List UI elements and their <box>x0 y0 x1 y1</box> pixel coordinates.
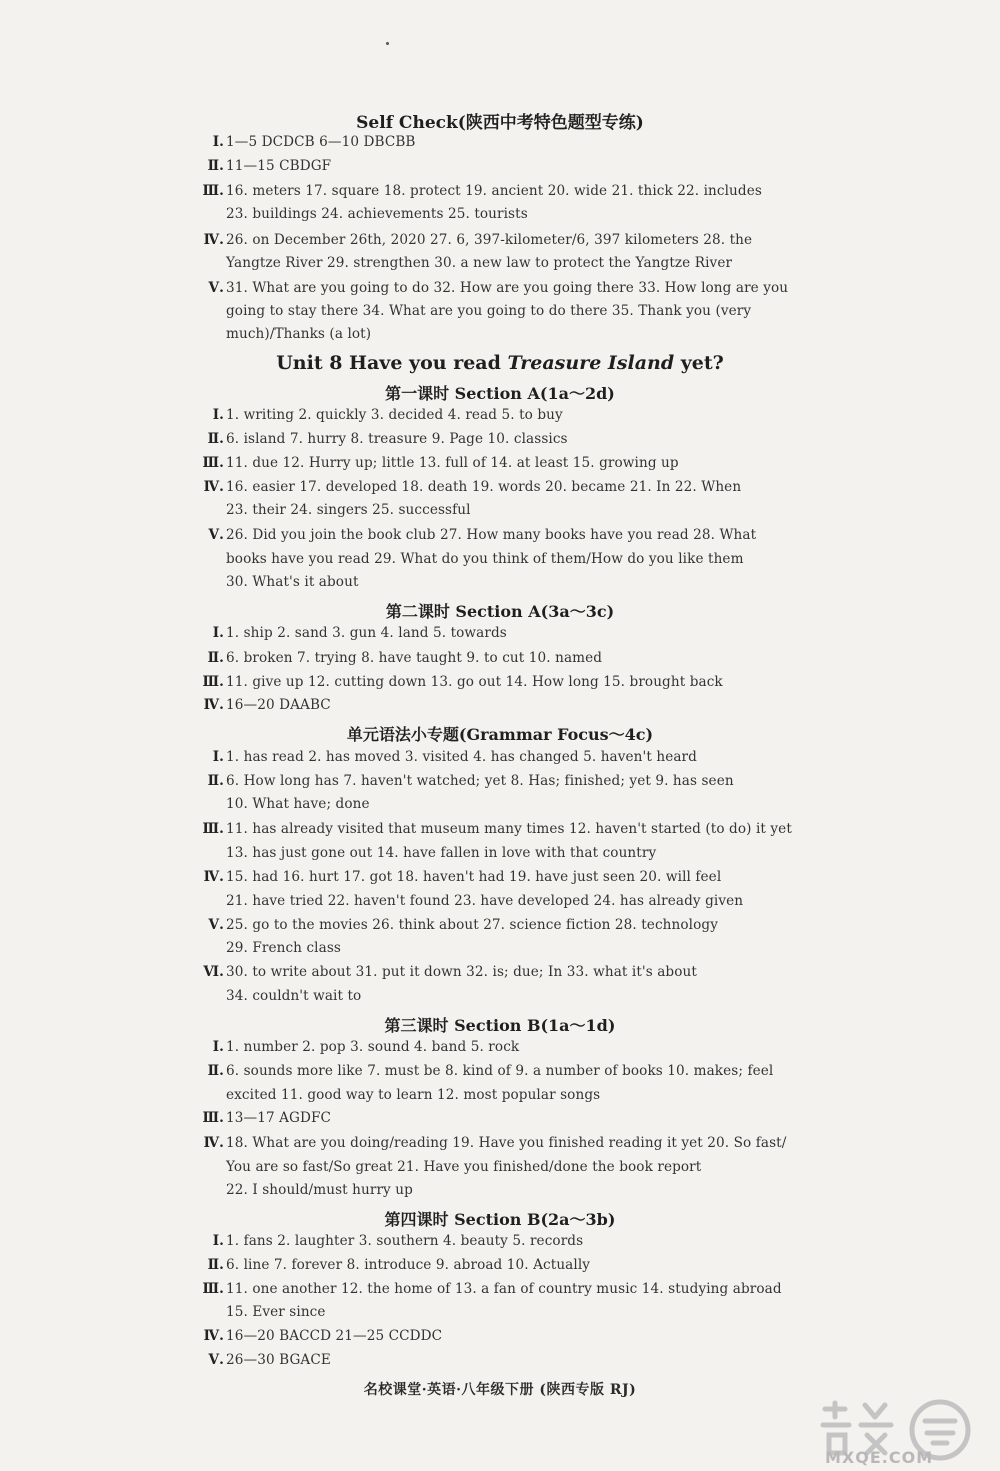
answer-line: Ⅳ. 16—20 BACCD 21—25 CCDDC <box>203 1328 443 1344</box>
answer-line: 30. What's it about <box>226 574 359 590</box>
answer-line: Ⅱ. 6. island 7. hurry 8. treasure 9. Page 10. classics <box>207 431 568 447</box>
answer-line: 29. French class <box>226 940 341 956</box>
answer-line: Ⅱ. 11—15 CBDGF <box>207 158 332 174</box>
section-title: 第二课时 Section A(3a～3c) <box>385 602 615 621</box>
answer-line: Ⅰ. 1. has read 2. has moved 3. visited 4. has changed 5. haven't heard <box>212 749 697 765</box>
answer-line: Ⅲ. 11. give up 12. cutting down 13. go out 14. How long 15. brought back <box>202 674 723 690</box>
answer-line: Ⅱ. 6. sounds more like 7. must be 8. kind of 9. a number of books 10. makes; feel <box>207 1063 774 1079</box>
answer-line: Ⅰ. 1. writing 2. quickly 3. decided 4. read 5. to buy <box>212 407 563 423</box>
speck-dot <box>386 42 389 45</box>
answer-line: 34. couldn't wait to <box>226 988 362 1004</box>
answer-line: Ⅰ. 1. number 2. pop 3. sound 4. band 5. rock <box>212 1039 520 1055</box>
answer-line: Ⅳ. 16. easier 17. developed 18. death 19. words 20. became 21. In 22. When <box>203 479 742 495</box>
answer-line: You are so fast/So great 21. Have you finished/done the book report <box>226 1159 702 1175</box>
answer-line: Ⅲ. 11. has already visited that museum many times 12. haven't started (to do) it yet <box>202 821 792 837</box>
answer-line: Ⅲ. 13—17 AGDFC <box>202 1110 332 1126</box>
answer-line: Ⅴ. 26. Did you join the book club 27. How many books have you read 28. What <box>208 527 757 543</box>
answer-line: Ⅲ. 11. due 12. Hurry up; little 13. full of 14. at least 15. growing up <box>202 455 679 471</box>
answer-line: Ⅲ. 11. one another 12. the home of 13. a fan of country music 14. studying abroad <box>202 1281 782 1297</box>
answer-line: Ⅲ. 16. meters 17. square 18. protect 19. ancient 20. wide 21. thick 22. includes <box>202 183 762 199</box>
answer-line: Ⅰ. 1—5 DCDCB 6—10 DBCBB <box>212 134 416 150</box>
answer-line: Ⅱ. 6. How long has 7. haven't watched; yet 8. Has; finished; yet 9. has seen <box>207 773 734 789</box>
answer-line: going to stay there 34. What are you going to do there 35. Thank you (very <box>226 303 752 319</box>
answer-line: Ⅴ. 31. What are you going to do 32. How are you going there 33. How long are you <box>208 280 789 296</box>
answer-line: much)/Thanks (a lot) <box>226 326 372 342</box>
answer-line: Ⅳ. 15. had 16. hurt 17. got 18. haven't had 19. have just seen 20. will feel <box>203 869 722 885</box>
answer-line: 22. I should/must hurry up <box>226 1182 413 1198</box>
answer-line: 21. have tried 22. haven't found 23. have developed 24. has already given <box>226 893 744 909</box>
answer-line: Yangtze River 29. strengthen 30. a new law to protect the Yangtze River <box>226 255 733 271</box>
answer-line: Ⅱ. 6. line 7. forever 8. introduce 9. abroad 10. Actually <box>207 1257 591 1273</box>
answer-line: Ⅴ. 25. go to the movies 26. think about 27. science fiction 28. technology <box>208 917 718 933</box>
answer-line: 15. Ever since <box>226 1304 326 1320</box>
answer-line: books have you read 29. What do you think of them/How do you like them <box>226 551 744 567</box>
answer-line: Ⅱ. 6. broken 7. trying 8. have taught 9. to cut 10. named <box>207 650 603 666</box>
watermark-text: MXQE.COM <box>825 1448 934 1467</box>
answer-line: Ⅵ. 30. to write about 31. put it down 32. is; due; In 33. what it's about <box>203 964 697 980</box>
page-footer: 名校课堂·英语·八年级下册 (陕西专版 RJ) <box>363 1382 637 1398</box>
answer-line: Ⅳ. 26. on December 26th, 2020 27. 6, 397-kilometer/6, 397 kilometers 28. the <box>203 232 753 248</box>
answer-line: Ⅰ. 1. ship 2. sand 3. gun 4. land 5. towards <box>212 625 507 641</box>
section-title: 第四课时 Section B(2a～3b) <box>384 1210 616 1229</box>
answer-line: excited 11. good way to learn 12. most popular songs <box>226 1087 601 1103</box>
answer-line: Ⅴ. 26—30 BGACE <box>208 1352 331 1368</box>
answer-line: 13. has just gone out 14. have fallen in love with that country <box>226 845 657 861</box>
section-title: 单元语法小专题(Grammar Focus～4c) <box>346 725 654 744</box>
self-check-title: Self Check(陕西中考特色题型专练) <box>356 113 644 133</box>
answer-line: Ⅰ. 1. fans 2. laughter 3. southern 4. beauty 5. records <box>212 1233 584 1249</box>
answer-line: 10. What have; done <box>226 796 370 812</box>
answer-line: 23. buildings 24. achievements 25. tourists <box>226 206 528 222</box>
answer-line: Ⅳ. 18. What are you doing/reading 19. Have you finished reading it yet 20. So fast/ <box>203 1135 787 1151</box>
unit-title: Unit 8 Have you read Treasure Island yet? <box>276 352 724 374</box>
answer-line: Ⅳ. 16—20 DAABC <box>203 697 331 713</box>
section-title: 第一课时 Section A(1a～2d) <box>385 384 615 403</box>
section-title: 第三课时 Section B(1a～1d) <box>384 1016 616 1035</box>
answer-line: 23. their 24. singers 25. successful <box>226 502 471 518</box>
